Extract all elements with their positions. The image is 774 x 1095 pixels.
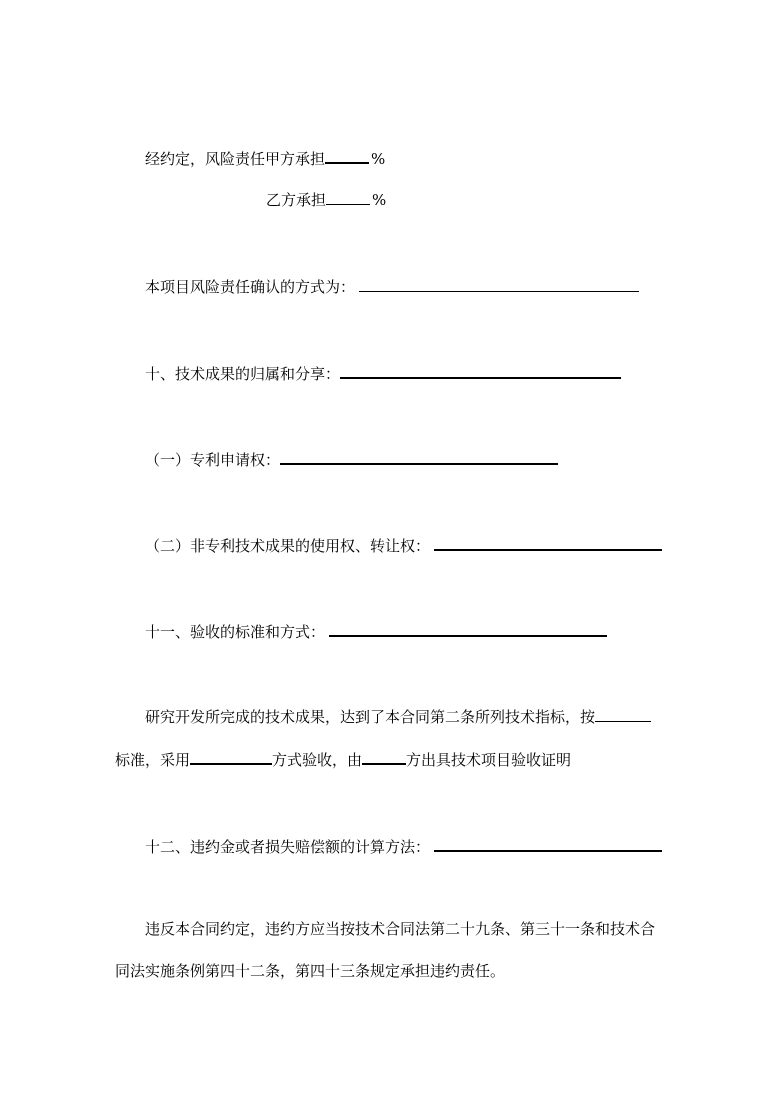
- risk-party-b-line: [266, 188, 386, 208]
- percent-sign: %: [371, 150, 386, 168]
- section-11-para-text-1: 研究开发所完成的技术成果，达到了本合同第二条所列技术指标，按: [145, 708, 596, 726]
- patent-right-blank: [280, 447, 558, 465]
- issuing-party-blank: [362, 747, 406, 765]
- section-12-heading-line: [145, 834, 662, 854]
- section-10-item-2: （二）非专利技术成果的使用权、转让权：: [145, 537, 431, 555]
- risk-confirm-text: 本项目风险责任确认的方式为：: [145, 278, 356, 296]
- section-11-para-line-1: [145, 705, 651, 725]
- section-11-para-text-2c: 方出具技术项目验收证明: [406, 751, 572, 769]
- party-a-percent-blank: [325, 146, 369, 164]
- section-11-para-text-2a: 标准，采用: [115, 751, 191, 769]
- section-12-para-line-2: [115, 961, 505, 981]
- non-patent-right-blank: [434, 533, 662, 551]
- section-10-item-2-line: [145, 533, 662, 553]
- section-10-item-1-line: [145, 447, 558, 467]
- section-12-para-text-2: 同法实施条例第四十二条，第四十三条规定承担违约责任。: [115, 962, 506, 980]
- section-10-blank: [340, 361, 621, 379]
- section-10-item-1: （一）专利申请权：: [145, 451, 281, 469]
- party-b-percent-blank: [326, 188, 370, 205]
- section-12-para-line-1: [145, 919, 655, 939]
- section-12-blank: [434, 834, 662, 852]
- section-11-para-line-2: [115, 747, 571, 767]
- section-11-heading-line: [145, 619, 607, 639]
- risk-party-a-text: 经约定，风险责任甲方承担: [145, 150, 326, 168]
- section-11-heading: 十一、验收的标准和方式：: [145, 623, 326, 641]
- risk-party-b-text: 乙方承担: [266, 191, 327, 209]
- acceptance-method-blank: [190, 747, 272, 765]
- standard-blank: [595, 705, 651, 722]
- section-12-para-text-1: 违反本合同约定，违约方应当按技术合同法第二十九条、第三十一条和技术合: [145, 920, 656, 938]
- risk-confirm-blank: [359, 275, 639, 292]
- risk-party-a-line: [145, 146, 385, 166]
- section-10-heading-line: [145, 361, 621, 381]
- section-12-heading: 十二、违约金或者损失赔偿额的计算方法：: [145, 838, 431, 856]
- section-10-heading: 十、技术成果的归属和分享：: [145, 365, 341, 383]
- section-11-para-text-2b: 方式验收，由: [272, 751, 363, 769]
- section-11-blank: [329, 619, 607, 637]
- percent-sign: %: [372, 191, 387, 209]
- risk-confirm-line: [145, 275, 639, 295]
